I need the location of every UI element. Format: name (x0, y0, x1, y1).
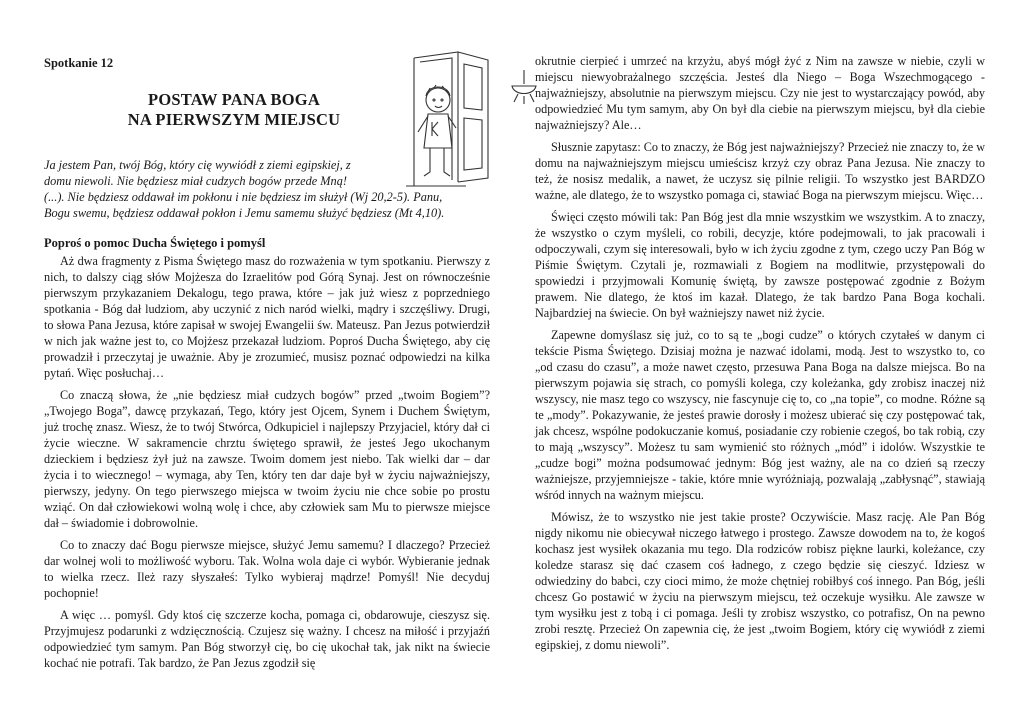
right-body-text (535, 53, 985, 659)
paragraph: okrutnie cierpieć i umrzeć na krzyżu, abyś mógł żyć z Nim na zawsze w niebie, czyli w miejscu niewyobrażalnego szczęścia. Jesteś dla Niego – Boga Wszechmogącego - najważniejszy, absolutnie na pierwszym miejscu. Czy nie jest to wystarczający powód, aby odpowiedzieć Mu tym samym, aby On był dla ciebie na pierwszym miejscu, był dla ciebie najważniejszy? Ale… (535, 54, 985, 132)
section-heading: Poproś o pomoc Ducha Świętego i pomyśl (44, 236, 266, 250)
paragraph: Aż dwa fragmenty z Pisma Świętego masz do rozważenia w tym spotkaniu. Pierwszy z nich, to dalszy ciąg słów Mojżesza do Izraelitów pod Górą Synaj. Jest on równocześnie pierwszym przykazaniem Dekalogu, tego prawa, które – jak już wiesz z poprzedniego spotkania - Bóg dał ludziom, aby uczynić z nich naród wielki, mądry i szczęśliwy. Drugi, to słowa Pana Jezusa, które zapisał w swojej Ewangelii św. Mateusz. Pan Jezus potwierdził w nich jak ważne jest to, co Mojżesz przekazał ludziom. Poproś Ducha Świętego, aby cię prowadził i przeczytaj je uważnie. Aby je zrozumieć, musisz poznać odpowiedzi na kilka pytań. Więc posłuchaj… (44, 254, 490, 380)
meeting-label: Spotkanie 12 (44, 56, 114, 70)
quote-line: (...). Nie będziesz oddawał im pokłonu i nie będziesz im służył (Wj 20,2-5). Panu, (44, 190, 443, 205)
quote-line: Ja jestem Pan, twój Bóg, który cię wywiódł z ziemi egipskiej, z (44, 158, 351, 172)
paragraph: Co znaczą słowa, że „nie będziesz miał cudzych bogów” przed „twoim Bogiem”? „Twojego Boga”, dawcę przykazań, Tego, który jest Ojcem, Synem i Duchem Świętym, już trochę znasz. Wiesz, że to twój Stwórca, Odkupiciel i najlepszy Przyjaciel, który dał ci życie wieczne. W sakramencie chrztu świętego sprawił, że jesteś Jego ukochanym dzieckiem i będziesz żył już na zawsze. Twoim domem jest niebo. Tak wielki dar – dar życia i to wiecznego! – wymaga, aby Ten, który ten dar daje był w życiu najważniejszy, pierwszy, jedyny. On tego pierwszego miejsca w twoim życiu nie chce sobie po prostu wziąć. On dał człowiekowi wolną wolę i chce, aby człowiek sam Mu to pierwsze miejsce dał – świadomie i dobrowolnie. (44, 388, 490, 530)
paragraph: Mówisz, że to wszystko nie jest takie proste? Oczywiście. Masz rację. Ale Pan Bóg nigdy nikomu nie obiecywał niczego łatwego i prostego. Zawsze dowodem na to, że kogoś kochasz jest wysiłek okazania mu tego. Dla rodziców robisz piękne laurki, koleżance, czy koledze starasz się dać czasem coś ładnego, z czego będzie się cieszyć. Idziesz w odwiedziny do babci, czy cioci mimo, że może chętniej robiłbyś coś innego. Pan Bóg, jeśli chcesz Go postawić w życiu na pierwszym miejscu, też oczekuje wysiłku. Ale zawsze w tym wysiłku jest z tobą i ci pomaga. Jeśli ty zrobisz wszystko, co potrafisz, On na pewno zrobi resztę. Przecież On zapewnia cię, że jest „twoim Bogiem, który cię wywiódł z ziemi egipskiej, z domu niewoli”. (535, 510, 985, 652)
quote-line: domu niewoli. Nie będziesz miał cudzych bogów przede Mną! (44, 174, 347, 189)
title-line-1: POSTAW PANA BOGA (148, 90, 320, 109)
left-body-text (44, 253, 490, 677)
paragraph: Co to znaczy dać Bogu pierwsze miejsce, służyć Jemu samemu? I dlaczego? Przecież dar wolnej woli to możliwość wyboru. Tak. Wolna wola daje ci wybór. Wybieranie jednak to wielka rzecz. Ileż razy słyszałeś: Tylko wybieraj mądrze! Pomyśl! Nie decyduj pochopnie! (44, 538, 490, 600)
paragraph: Słusznie zapytasz: Co to znaczy, że Bóg jest najważniejszy? Przecież nie znaczy to, że w domu na najważniejszym miejscu umieścisz krzyż czy obraz Pana Jezusa. Nie znaczy to też, że nosisz medalik, a nawet, że uczysz się pilnie religii. To wszystko jest BARDZO ważne, ale dlatego, że to wszystko pomaga ci, stawiać Boga na pierwszym miejscu. Więc… (535, 140, 985, 202)
scripture-quote (44, 157, 490, 221)
paragraph: Zapewne domyślasz się już, co to są te „bogi cudze” o których czytałeś w danym ci tekście Pisma Świętego. Dzisiaj można je nazwać idolami, modą. Jest to wszystko to, co „od czasu do czasu”, a może nawet często, przesuwa Pana Boga na dalsze miejsca. Bo na pierwszym pojawia się strach, co pomyśli kolega, czy koleżanka, gdy zrobisz inaczej niż wszyscy, nie masz tego co wszyscy, nie fascynuje cię to, co „na topie”, co modne. Różne są te „mody”. Pokazywanie, że jesteś prawie dorosły i możesz ubierać się czy postępować tak, jak chcesz, wspólne podokuczanie komuś, posiadanie czy robienie czegoś, bo tak robią, czy to mają „wszyscy”. Możesz tu sam wymienić sto różnych „mód” i idolów. Wszystkie te „cudze bogi” można podsumować jednym: Bóg jest ważny, ale na co dzień są rzeczy ważniejsze, przyjemniejsze - takie, które mnie wyróżniają, pozwalają „zabłysnąć”, stawiają wśród innych na ważnym miejscu. (535, 328, 985, 502)
paragraph: Święci często mówili tak: Pan Bóg jest dla mnie wszystkim we wszystkim. A to znaczy, że wszystko o czym myśleli, co robili, decyzje, które podejmowali, to jak pracowali i odpoczywali, czym się interesowali, było w ich życiu zgodne z tym, czego uczy Pan Bóg w Piśmie Świętym. Czytali je, rozmawiali z Bogiem na modlitwie, przystępowali do spowiedzi i przyjmowali Komunię świętą, by zawsze postępować zgodnie z Bożym prawem. Nie dlatego, że ktoś im kazał. Dlatego, że tak bardzo Pana Boga kochali. Najbardziej na świecie. On był ważniejszy nawet niż życie. (535, 210, 985, 320)
title-line-2: NA PIERWSZYM MIEJSCU (127, 110, 341, 129)
quote-line: Bogu swemu, będziesz oddawał pokłon i Jemu samemu służyć będziesz (Mt 4,10). (44, 206, 445, 221)
paragraph: A więc … pomyśl. Gdy ktoś cię szczerze kocha, pomaga ci, obdarowuje, cieszysz się. Przyjmujesz podarunki z wdzięcznością. Czujesz się ważny. I chcesz na miłość i przyjaźń odpowiedzieć tym samym. Pan Bóg stworzył cię, bo cię ukochał tak, jak nikt na świecie kochać nie potrafi. Tak bardzo, że Pan Jezus zgodził się (44, 608, 490, 670)
